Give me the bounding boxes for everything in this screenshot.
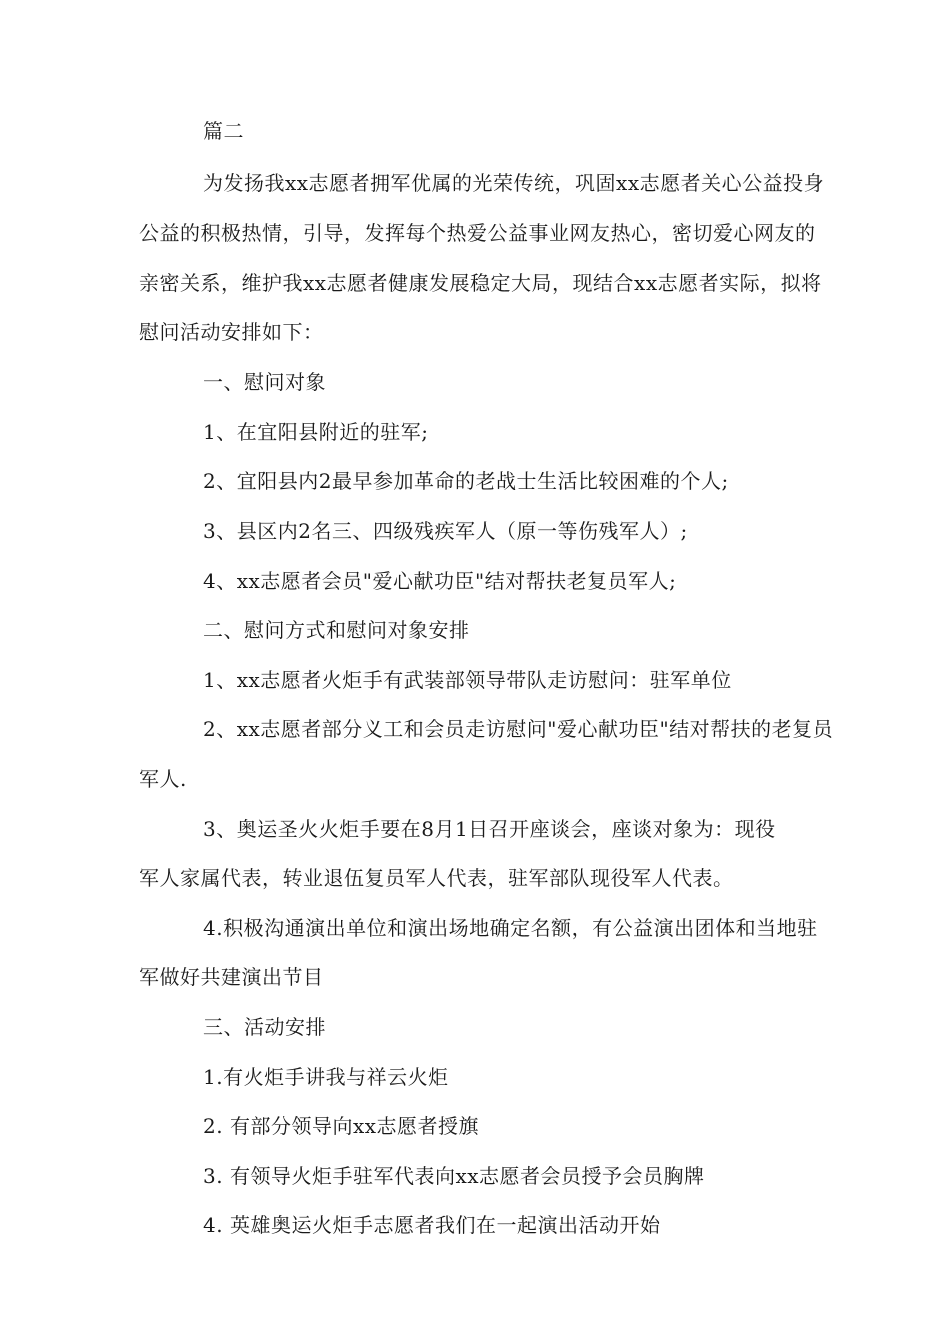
section-2-item-continued: 军人家属代表，转业退伍复员军人代表，驻军部队现役军人代表。 [139,866,734,890]
section-3-title: 三、活动安排 [203,1015,326,1039]
section-2-item-continued: 军人. [139,767,187,791]
intro-paragraph-line: 公益的积极热情，引导，发挥每个热爱公益事业网友热心，密切爱心网友的 [139,221,816,245]
section-2-item: 3、奥运圣火火炬手要在8月1日召开座谈会，座谈对象为：现役 [203,817,776,841]
section-3-item: 2. 有部分领导向xx志愿者授旗 [203,1114,479,1138]
section-2-item: 2、xx志愿者部分义工和会员走访慰问"爱心献功臣"结对帮扶的老复员 [203,717,834,741]
section-1-title: 一、慰问对象 [203,370,326,394]
section-2-item: 4.积极沟通演出单位和演出场地确定名额，有公益演出团体和当地驻 [203,916,818,940]
section-2-item-continued: 军做好共建演出节目 [139,965,324,989]
section-3-item: 1.有火炬手讲我与祥云火炬 [203,1065,449,1089]
section-heading: 篇二 [203,119,244,143]
intro-paragraph-line: 亲密关系，维护我xx志愿者健康发展稳定大局，现结合xx志愿者实际，拟将 [139,271,822,295]
section-1-item: 1、在宜阳县附近的驻军; [203,420,429,444]
intro-paragraph-line: 为发扬我xx志愿者拥军优属的光荣传统，巩固xx志愿者关心公益投身 [203,171,825,195]
section-1-item: 2、宜阳县内2最早参加革命的老战士生活比较困难的个人; [203,469,729,493]
section-1-item: 4、xx志愿者会员"爱心献功臣"结对帮扶老复员军人; [203,569,677,593]
section-2-title: 二、慰问方式和慰问对象安排 [203,618,470,642]
section-1-item: 3、县区内2名三、四级残疾军人（原一等伤残军人）; [203,519,688,543]
section-3-item: 4. 英雄奥运火炬手志愿者我们在一起演出活动开始 [203,1213,661,1237]
section-3-item: 3. 有领导火炬手驻军代表向xx志愿者会员授予会员胸牌 [203,1164,705,1188]
section-2-item: 1、xx志愿者火炬手有武装部领导带队走访慰问：驻军单位 [203,668,732,692]
intro-paragraph-line: 慰问活动安排如下： [139,320,324,344]
